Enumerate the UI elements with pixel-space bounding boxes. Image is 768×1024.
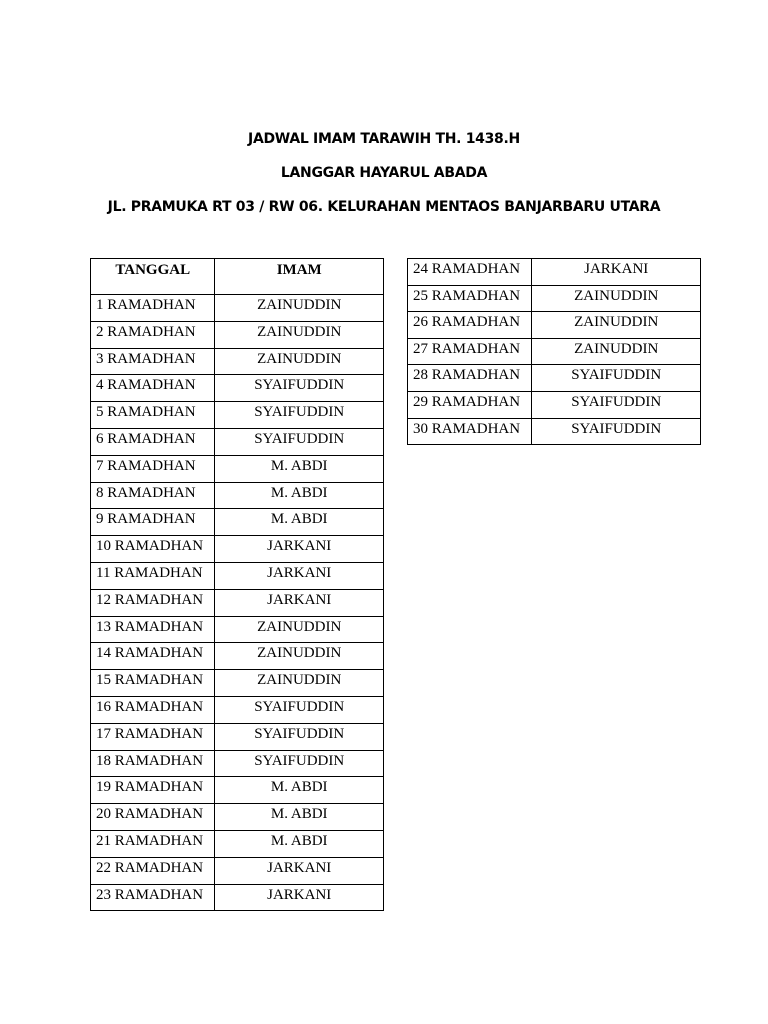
date-cell: 13 RAMADHAN (91, 616, 215, 643)
date-cell: 20 RAMADHAN (91, 804, 215, 831)
imam-cell: JARKANI (215, 562, 384, 589)
table-row (408, 391, 701, 418)
imam-cell: JARKANI (532, 259, 701, 286)
table-row (91, 696, 384, 723)
table-row (91, 428, 384, 455)
table-row (91, 562, 384, 589)
table-row (91, 884, 384, 911)
imam-cell: ZAINUDDIN (532, 312, 701, 339)
column-header-tanggal: TANGGAL (91, 259, 215, 295)
date-cell: 1 RAMADHAN (91, 295, 215, 322)
imam-cell: SYAIFUDDIN (215, 375, 384, 402)
imam-cell: JARKANI (215, 857, 384, 884)
imam-cell: ZAINUDDIN (215, 321, 384, 348)
table-row (91, 777, 384, 804)
table-row (91, 750, 384, 777)
schedule-table-left (90, 258, 384, 911)
date-cell: 14 RAMADHAN (91, 643, 215, 670)
table-row (408, 285, 701, 312)
table-row (91, 509, 384, 536)
table-row (91, 804, 384, 831)
date-cell: 11 RAMADHAN (91, 562, 215, 589)
address-line: JL. PRAMUKA RT 03 / RW 06. KELURAHAN MENTAOS BANJARBARU UTARA (107, 199, 661, 215)
date-cell: 27 RAMADHAN (408, 338, 532, 365)
date-cell: 6 RAMADHAN (91, 428, 215, 455)
date-cell: 26 RAMADHAN (408, 312, 532, 339)
imam-cell: JARKANI (215, 884, 384, 911)
date-cell: 7 RAMADHAN (91, 455, 215, 482)
date-cell: 8 RAMADHAN (91, 482, 215, 509)
table-row (91, 830, 384, 857)
imam-cell: ZAINUDDIN (215, 643, 384, 670)
imam-cell: ZAINUDDIN (532, 285, 701, 312)
date-cell: 23 RAMADHAN (91, 884, 215, 911)
imam-cell: ZAINUDDIN (215, 348, 384, 375)
imam-cell: M. ABDI (215, 830, 384, 857)
imam-cell: JARKANI (215, 536, 384, 563)
date-cell: 3 RAMADHAN (91, 348, 215, 375)
date-cell: 28 RAMADHAN (408, 365, 532, 392)
table-row (91, 723, 384, 750)
table-row (91, 295, 384, 322)
table-row (91, 321, 384, 348)
date-cell: 19 RAMADHAN (91, 777, 215, 804)
table-row (91, 455, 384, 482)
imam-cell: JARKANI (215, 589, 384, 616)
imam-cell: SYAIFUDDIN (215, 696, 384, 723)
imam-cell: ZAINUDDIN (215, 295, 384, 322)
table-row (408, 418, 701, 445)
table-row (408, 338, 701, 365)
date-cell: 22 RAMADHAN (91, 857, 215, 884)
table-row (91, 857, 384, 884)
mosque-name: LANGGAR HAYARUL ABADA (280, 165, 488, 181)
date-cell: 4 RAMADHAN (91, 375, 215, 402)
date-cell: 25 RAMADHAN (408, 285, 532, 312)
date-cell: 29 RAMADHAN (408, 391, 532, 418)
schedule-table-right (407, 258, 701, 445)
imam-cell: M. ABDI (215, 482, 384, 509)
imam-cell: ZAINUDDIN (215, 670, 384, 697)
table-row (91, 375, 384, 402)
date-cell: 18 RAMADHAN (91, 750, 215, 777)
imam-cell: SYAIFUDDIN (215, 723, 384, 750)
table-header-row (91, 259, 384, 295)
date-cell: 15 RAMADHAN (91, 670, 215, 697)
date-cell: 30 RAMADHAN (408, 418, 532, 445)
column-header-imam: IMAM (215, 259, 384, 295)
date-cell: 2 RAMADHAN (91, 321, 215, 348)
imam-cell: M. ABDI (215, 777, 384, 804)
table-row (91, 670, 384, 697)
table-row (91, 643, 384, 670)
imam-cell: SYAIFUDDIN (215, 428, 384, 455)
schedule-rows-left (91, 295, 384, 911)
document-title: JADWAL IMAM TARAWIH TH. 1438.H (248, 131, 520, 147)
date-cell: 9 RAMADHAN (91, 509, 215, 536)
date-cell: 10 RAMADHAN (91, 536, 215, 563)
date-cell: 17 RAMADHAN (91, 723, 215, 750)
table-row (91, 589, 384, 616)
imam-cell: M. ABDI (215, 509, 384, 536)
date-cell: 24 RAMADHAN (408, 259, 532, 286)
table-row (91, 616, 384, 643)
date-cell: 12 RAMADHAN (91, 589, 215, 616)
table-row (91, 348, 384, 375)
imam-cell: SYAIFUDDIN (532, 391, 701, 418)
table-row (91, 482, 384, 509)
imam-cell: SYAIFUDDIN (215, 750, 384, 777)
table-row (91, 402, 384, 429)
date-cell: 16 RAMADHAN (91, 696, 215, 723)
schedule-rows-right (408, 259, 701, 445)
imam-cell: SYAIFUDDIN (532, 365, 701, 392)
date-cell: 21 RAMADHAN (91, 830, 215, 857)
imam-cell: SYAIFUDDIN (215, 402, 384, 429)
table-row (408, 365, 701, 392)
imam-cell: M. ABDI (215, 455, 384, 482)
imam-cell: M. ABDI (215, 804, 384, 831)
table-row (408, 312, 701, 339)
imam-cell: ZAINUDDIN (532, 338, 701, 365)
imam-cell: SYAIFUDDIN (532, 418, 701, 445)
imam-cell: ZAINUDDIN (215, 616, 384, 643)
table-row (408, 259, 701, 286)
date-cell: 5 RAMADHAN (91, 402, 215, 429)
table-row (91, 536, 384, 563)
